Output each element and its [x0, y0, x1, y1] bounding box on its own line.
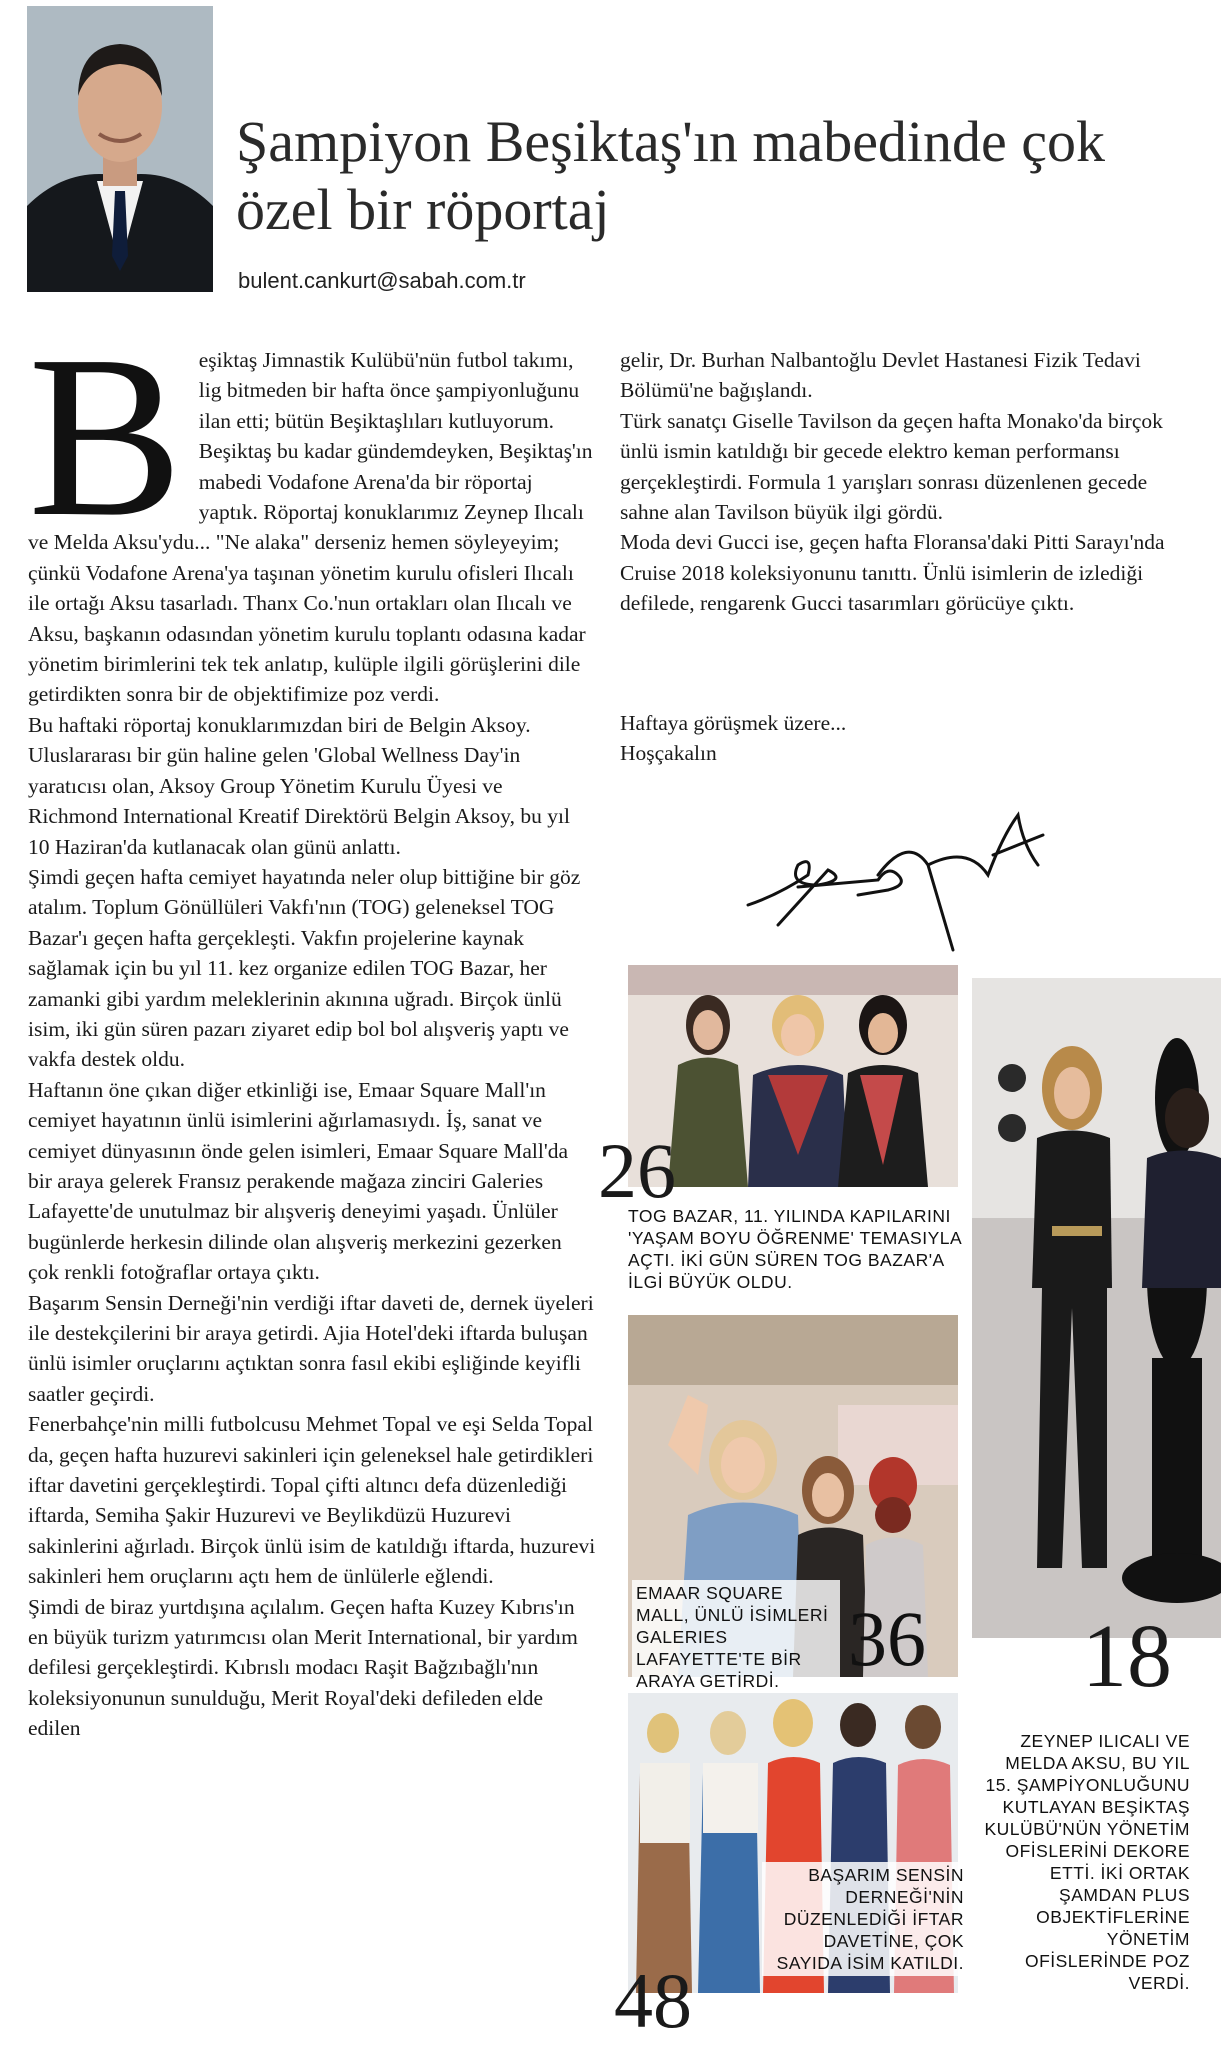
paragraph: Şimdi geçen hafta cemiyet hayatında neler olup bittiğine bir göz atalım. Toplum Gönüllüleri Vakfı'nın (TOG) geleneksel TOG Bazar'ı geçen hafta gerçekleşti. Vakfın projelerine kaynak sağlamak için bu yıl 11. kez organize edilen TOG Bazar, her zamanki gibi yardım meleklerinin akınına uğradı. Birçok ünlü isim, iki gün süren pazarı ziyaret edip bol bol alışveriş yaptı ve vakfa destek oldu. [28, 864, 581, 1072]
photo-caption: ZEYNEP ILICALI VE MELDA AKSU, BU YIL 15. ŞAMPİYONLUĞUNU KUTLAYAN BEŞİKTAŞ KULÜBÜ'NÜN YÖNETİM OFİSLERİNİ DEKORE ETTİ. İKİ ORTAK ŞAMDAN PLUS OBJEKTİFLERİNE YÖNETİM OFİSLERİNDE POZ VERDİ. [984, 1731, 1190, 1993]
paragraph: Şimdi de biraz yurtdışına açılalım. Geçen hafta Kuzey Kıbrıs'ın en büyük turizm yatırımcısı olan Merit International, bir yardım defilesi gerçekleştirdi. Kıbrıslı modacı Raşit Bağzıbağlı'nın koleksiyonunun sunulduğu, Merit Royal'deki defileden elde edilen [28, 1594, 578, 1741]
sign-off-line: Haftaya görüşmek üzere... [620, 711, 847, 735]
sign-off-line: Hoşçakalın [620, 741, 717, 766]
photo-caption: EMAAR SQUARE MALL, ÜNLÜ İSİMLERİ GALERIES LAFAYETTE'TE BİR ARAYA GETİRDİ. [632, 1580, 840, 1694]
photo-caption: BAŞARIM SENSİN DERNEĞİ'NİN DÜZENLEDİĞİ İFTAR DAVETİNE, ÇOK SAYIDA İSİM KATILDI. [762, 1862, 968, 1976]
photo-tog-bazar [628, 965, 958, 1187]
photo-number: 26 [598, 1127, 676, 1214]
paragraph: Türk sanatçı Giselle Tavilson da geçen hafta Monako'da birçok ünlü ismin katıldığı bir gecede elektro keman performansı gerçekleştirdi. Formula 1 yarışları sonrası düzenlenen gecede sahne alan Tavilson büyük ilgi gördü. [620, 408, 1163, 525]
paragraph: Haftanın öne çıkan diğer etkinliği ise, Emaar Square Mall'ın cemiyet hayatının ünlü isimlerini ağırlamasıydı. İş, sanat ve cemiyet dünyasının önde gelen isimleri, Emaar Square Mall'da bir araya gelerek Fransız perakende mağaza zinciri Galeries Lafayette'de unutulmaz bir alışveriş deneyimi yaşadı. Ünlüler bugünlerde herkesin dilinde olan alışveriş merkezini gezerken çok renkli fotoğraflar ortaya çıktı. [28, 1077, 569, 1285]
article-body-right [620, 345, 1180, 619]
article-body-left [28, 308, 596, 1744]
photo-caption: TOG BAZAR, 11. YILINDA KAPILARINI 'YAŞAM BOYU ÖĞRENME' TEMASIYLA AÇTI. İKİ GÜN SÜREN TOG BAZAR'A İLGİ BÜYÜK OLDU. [628, 1206, 962, 1292]
paragraph: eşiktaş Jimnastik Kulübü'nün futbol takımı, lig bitmeden bir hafta önce şampiyonluğunu ilan etti; bütün Beşiktaşlıları kutluyorum. Beşiktaş bu kadar gündemdeyken, Beşiktaş'ın mabedi Vodafone Arena'da bir röportaj yaptık. Röportaj konuklarımız Zeynep Ilıcalı ve Melda Aksu'ydu... "Ne alaka" derseniz hemen söyleyeyim; çünkü Vodafone Arena'ya taşınan yönetim kurulu ofisleri Ilıcalı ile ortağı Aksu tasarladı. Thanx Co.'nun ortakları olan Ilıcalı ve Aksu, başkanın odasından yönetim kurulu toplantı odasına kadar yönetim birimlerini tek tek anlatıp, kulüple ilgili görüşlerini dile getirdikten sonra bir de objektifimize poz verdi. [28, 348, 593, 707]
author-email[interactable]: bulent.cankurt@sabah.com.tr [238, 268, 526, 293]
photo-zeynep-melda [972, 978, 1221, 1638]
photo-number: 18 [1082, 1607, 1172, 1706]
drop-cap: B [28, 308, 183, 565]
photo-number: 36 [848, 1595, 926, 1682]
paragraph: gelir, Dr. Burhan Nalbantoğlu Devlet Hastanesi Fizik Tedavi Bölümü'ne bağışlandı. [620, 348, 1141, 403]
headline: Şampiyon Beşiktaş'ın mabedinde çok özel bir röportaj [236, 109, 1106, 242]
paragraph: Bu haftaki röportaj konuklarımızdan biri de Belgin Aksoy. Uluslararası bir gün haline gelen 'Global Wellness Day'in yaratıcısı olan, Aksoy Group Yönetim Kurulu Üyesi ve Richmond International Kreatif Direktörü Belgin Aksoy, bu yıl 10 Haziran'da kutlanacak olan günü anlattı. [28, 712, 570, 859]
paragraph: Moda devi Gucci ise, geçen hafta Floransa'daki Pitti Sarayı'nda Cruise 2018 koleksiyonunu tanıttı. Ünlü isimlerin de izlediği defilede, rengarenk Gucci tasarımları görücüye çıktı. [620, 530, 1165, 616]
paragraph: Fenerbahçe'nin milli futbolcusu Mehmet Topal ve eşi Selda Topal da, geçen hafta huzurevi sakinleri için geleneksel hale getirdikleri iftar davetini gerçekleştirdi. Topal çifti altıncı defa düzenlediği iftarda, Semiha Şakir Huzurevi ve Beylikdüzü Huzurevi sakinlerini ağırladı. Birçok ünlü isim de katıldığı iftarda, huzurevi sakinleri hem oruçlarını açtı hem de ünlülerle eğlendi. [28, 1412, 596, 1589]
paragraph: Başarım Sensin Derneği'nin verdiği iftar daveti de, dernek üyeleri ile destekçilerini bir araya getirdi. Ajia Hotel'deki iftarda buluşan ünlü isimler oruçlarını açtıktan sonra fasıl ekibi eşliğinde keyifli saatler geçirdi. [28, 1290, 594, 1406]
author-photo [27, 6, 213, 292]
photo-number: 48 [614, 1957, 692, 2044]
sign-off [620, 708, 1180, 769]
author-signature [738, 775, 1058, 955]
